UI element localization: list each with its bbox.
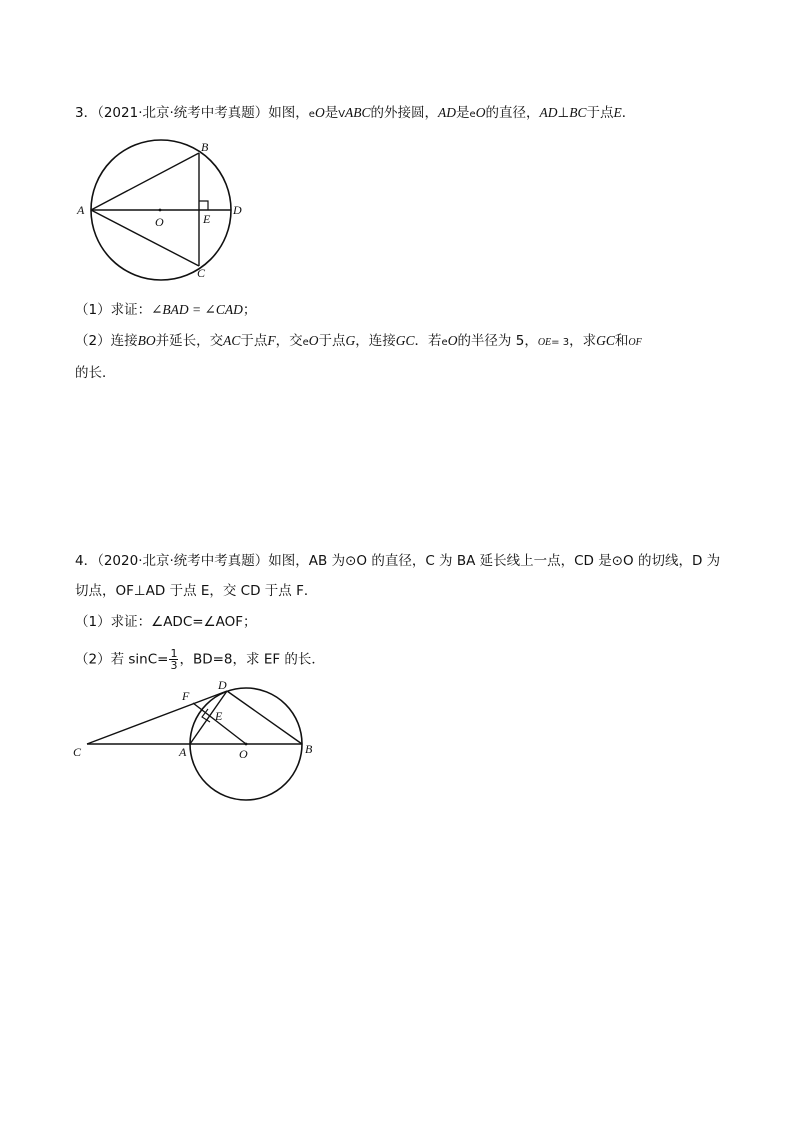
- q4-part1: （1）求证：∠ADC=∠AOF；: [75, 614, 257, 630]
- q3-part2-text: 的半径为 5，: [457, 333, 538, 349]
- math-var: OF: [628, 337, 642, 348]
- q3-stem-text: 于点: [586, 105, 614, 121]
- center-dot: [159, 209, 162, 212]
- q3-figure: [70, 132, 270, 282]
- math-var: AD: [539, 105, 558, 120]
- fraction-denominator: 3: [170, 659, 178, 672]
- triangle-symbol: V: [338, 109, 346, 120]
- q3-part2-text: 于点: [318, 333, 346, 349]
- center-dot: [245, 743, 248, 746]
- q3-number: 3．: [75, 105, 98, 121]
- math-var: G: [345, 333, 356, 348]
- q3-part2-text: ．若: [414, 333, 442, 349]
- label-E: E: [203, 212, 211, 226]
- math-var: OE: [537, 337, 552, 348]
- q3-stem-text: 是: [456, 105, 470, 121]
- q3-part2: [75, 331, 642, 353]
- label-A: A: [179, 745, 187, 759]
- q3-part1: [75, 300, 256, 320]
- q4-stem-text: 如图，AB 为⊙O 的直径，C 为 BA 延长线上一点，CD 是⊙O 的切线，D 为: [268, 553, 721, 569]
- q3-source: （2021·北京·统考中考真题）: [97, 105, 269, 121]
- line-DB: [227, 691, 302, 744]
- label-E: E: [215, 709, 223, 723]
- math-var: GC: [596, 333, 615, 348]
- line-AC: [91, 210, 199, 266]
- q3-stem-text: 的外接圆，: [370, 105, 439, 121]
- q3-part2-label: （2）连接: [75, 333, 138, 349]
- math-var: O: [308, 333, 319, 348]
- q3-stem-text: 是: [324, 105, 339, 121]
- q3-part1-label: （1）求证：: [75, 302, 152, 318]
- math-var: AD: [438, 105, 457, 120]
- line-CD: [87, 691, 227, 744]
- math-var: F: [267, 333, 276, 348]
- q4-part2: [75, 648, 325, 671]
- q3-part2-line2: 的长．: [75, 365, 116, 381]
- fraction: [169, 648, 178, 671]
- label-C: C: [197, 266, 206, 280]
- label-O: O: [155, 215, 164, 229]
- q4-source: （2020·北京·统考中考真题）: [97, 553, 269, 569]
- label-D: D: [233, 203, 242, 217]
- q4-figure: [70, 675, 330, 805]
- q3-stem: [75, 103, 635, 125]
- q3-stem-text: 如图，: [268, 105, 309, 121]
- math-var: O: [475, 105, 486, 120]
- math-var: BC: [569, 105, 587, 120]
- label-A: A: [77, 203, 85, 217]
- label-D: D: [218, 678, 227, 692]
- circle-symbol: e: [302, 337, 309, 348]
- q4-number: 4．: [75, 553, 98, 569]
- perp-symbol: ⊥: [557, 105, 570, 121]
- q4-stem-line2: 切点，OF⊥AD 于点 E，交 CD 于点 F．: [75, 583, 318, 599]
- math-var: BO: [137, 333, 156, 348]
- right-angle-mark: [199, 201, 208, 210]
- q3-part1-end: ；: [242, 302, 257, 318]
- label-B: B: [305, 742, 313, 756]
- fraction-numerator: 1: [170, 647, 178, 660]
- circle-symbol: e: [441, 337, 448, 348]
- q3-part1-expr: ∠BAD = ∠CAD: [151, 302, 243, 317]
- math-var: O: [447, 333, 458, 348]
- q3-part2-text: 和: [614, 333, 629, 349]
- label-O: O: [239, 747, 248, 761]
- math-var: GC: [395, 333, 415, 348]
- label-B: B: [201, 140, 209, 154]
- label-F: F: [182, 689, 190, 703]
- math-var: ABC: [345, 105, 371, 120]
- label-C: C: [73, 745, 82, 759]
- q3-part2-text: ，连接: [355, 333, 396, 349]
- q3-part2-text: 于点: [240, 333, 268, 349]
- math-value: = 3: [551, 337, 570, 348]
- math-var: AC: [223, 333, 241, 348]
- q3-stem-text: 的直径，: [485, 105, 540, 121]
- line-AB: [91, 153, 199, 210]
- q4-part2-text: ，BD=8，求 EF 的长．: [179, 651, 325, 668]
- math-var: E: [613, 105, 622, 120]
- q4-stem-line1: [75, 551, 720, 571]
- circle-symbol: e: [308, 109, 315, 120]
- math-var: O: [314, 105, 325, 120]
- circle-symbol: e: [469, 109, 476, 120]
- q4-part2-text: （2）若 sinC=: [75, 651, 169, 668]
- q3-part2-text: 并延长，交: [155, 333, 224, 349]
- q3-stem-text: ．: [621, 105, 636, 121]
- q3-part2-text: ，交: [275, 333, 303, 349]
- q3-part2-text: ，求: [569, 333, 597, 349]
